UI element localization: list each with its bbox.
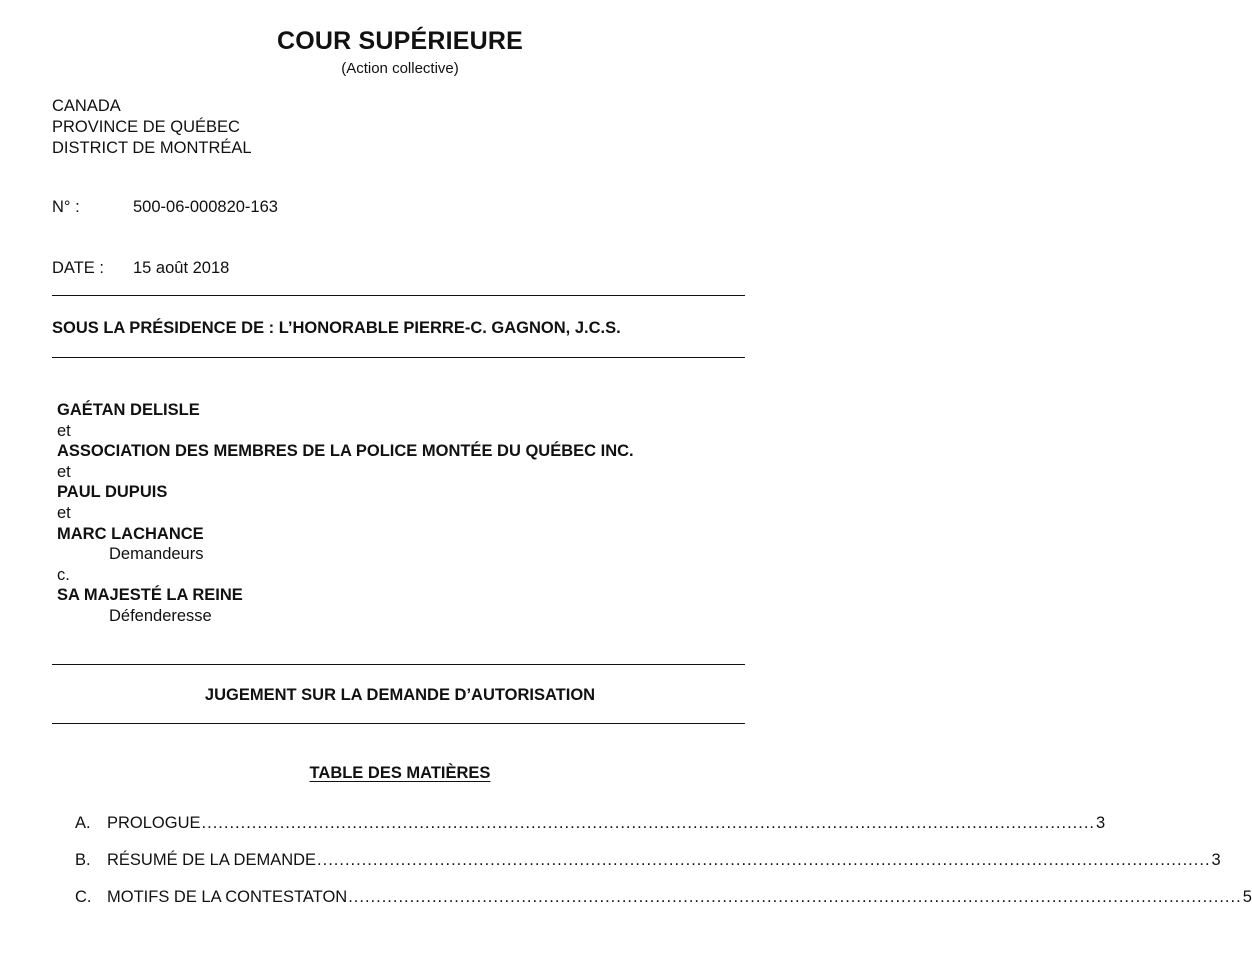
court-title: COUR SUPÉRIEURE (276, 27, 524, 55)
conjunction: et (57, 503, 71, 522)
toc-dot-leader: ................................................................................................................................................................ (348, 888, 1242, 906)
divider-judgment-top (52, 664, 745, 665)
location-country: CANADA (52, 97, 121, 115)
toc-item-prologue[interactable] (75, 814, 1106, 836)
conjunction: et (57, 421, 71, 440)
toc-item-page: 3 (1096, 814, 1106, 832)
case-number-value: 500-06-000820-163 (133, 198, 278, 216)
toc-item-letter: A. (75, 814, 91, 832)
case-date-value: 15 août 2018 (133, 259, 230, 277)
presiding-judge: SOUS LA PRÉSIDENCE DE : L’HONORABLE PIERRE-C. GAGNON, J.C.S. (52, 319, 621, 337)
location-province: PROVINCE DE QUÉBEC (52, 118, 240, 136)
plaintiff-name: ASSOCIATION DES MEMBRES DE LA POLICE MONTÉE DU QUÉBEC INC. (57, 442, 634, 461)
toc-item-label: PROLOGUE (107, 814, 201, 832)
toc-dot-leader: ................................................................................................................................................................ (317, 851, 1211, 869)
defendant-role: Défenderesse (109, 606, 212, 625)
toc-item-letter: B. (75, 851, 91, 869)
divider-presidence (52, 357, 745, 358)
toc-item-page: 3 (1211, 851, 1221, 869)
location-district: DISTRICT DE MONTRÉAL (52, 139, 252, 157)
toc-item-label: MOTIFS DE LA CONTESTATON (107, 888, 348, 906)
plaintiff-name: PAUL DUPUIS (57, 483, 168, 502)
case-number-label: N° : (52, 198, 80, 216)
toc-item-label: RÉSUMÉ DE LA DEMANDE (107, 851, 317, 869)
plaintiff-name: GAÉTAN DELISLE (57, 401, 200, 419)
judgment-title: JUGEMENT SUR LA DEMANDE D’AUTORISATION (204, 686, 596, 704)
court-subtitle: (Action collective) (341, 60, 459, 77)
divider-top (52, 295, 745, 296)
toc-item-motifs[interactable] (75, 888, 1252, 910)
case-date-label: DATE : (52, 259, 104, 277)
plaintiffs-role: Demandeurs (109, 545, 204, 564)
toc-dot-leader: ................................................................................................................................................................ (201, 814, 1096, 832)
parties-block (57, 400, 634, 627)
toc-title: TABLE DES MATIÈRES (309, 764, 491, 782)
divider-judgment-bottom (52, 723, 745, 724)
toc-item-resume[interactable] (75, 851, 1221, 873)
versus: c. (57, 565, 70, 584)
toc-item-letter: C. (75, 888, 92, 906)
conjunction: et (57, 462, 71, 481)
toc-item-page: 5 (1242, 888, 1252, 906)
defendant-name: SA MAJESTÉ LA REINE (57, 586, 243, 605)
plaintiff-name: MARC LACHANCE (57, 524, 204, 543)
